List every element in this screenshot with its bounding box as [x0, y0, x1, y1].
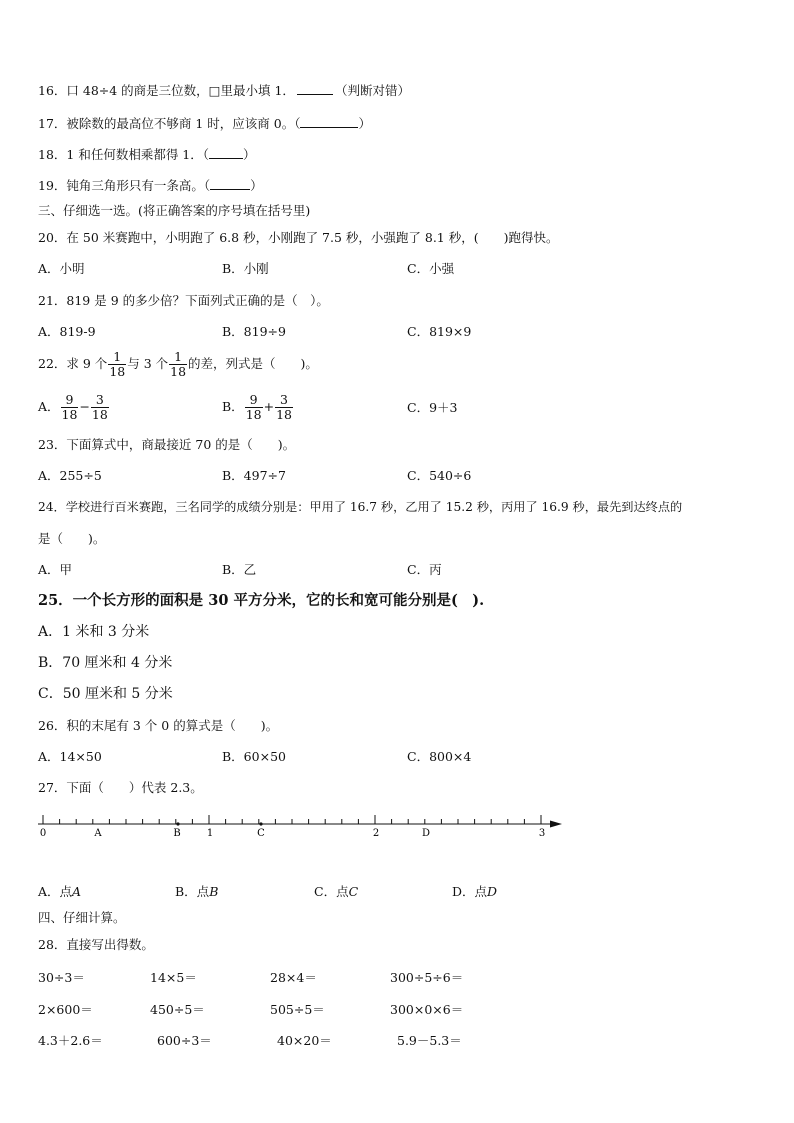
- q22-mid: 与 3 个: [127, 356, 169, 371]
- q27-option-c[interactable]: C．点C: [314, 884, 359, 899]
- q16-answer-blank[interactable]: [297, 82, 333, 95]
- calc-r1-c4: 300÷5÷6＝: [390, 970, 464, 985]
- q22-option-c[interactable]: C．9＋3: [407, 400, 458, 415]
- q22-optA-frac1: $\frac{9}{18}$: [61, 392, 78, 422]
- question-17: [38, 115, 371, 132]
- q20-option-a[interactable]: A．小明: [38, 261, 85, 276]
- q17-text: 17．被除数的最高位不够商 1 时，应该商 0。（: [38, 116, 301, 131]
- calc-r3-c3: 40×20＝: [277, 1033, 332, 1048]
- question-22: [38, 346, 318, 382]
- q23-option-b[interactable]: B．497÷7: [222, 468, 286, 483]
- calc-r3-c2: 600÷3＝: [157, 1033, 212, 1048]
- q27-option-d[interactable]: D．点D: [452, 884, 498, 899]
- q22-optB-frac1: $\frac{9}{18}$: [245, 392, 262, 422]
- q25-option-a[interactable]: A．1 米和 3 分米: [38, 624, 150, 640]
- q22-fraction-2: $\frac{1}{18}$: [170, 349, 187, 379]
- q22-suffix: 的差，列式是（ )。: [188, 356, 318, 371]
- q24-option-b[interactable]: B．乙: [222, 562, 257, 577]
- q25-option-c[interactable]: C．50 厘米和 5 分米: [38, 686, 173, 702]
- q18-suffix: ）: [243, 147, 256, 162]
- q17-answer-blank[interactable]: [300, 115, 358, 128]
- label-3: 3: [538, 828, 546, 839]
- question-28: 28．直接写出得数。: [38, 937, 154, 952]
- calc-r1-c1: 30÷3＝: [38, 970, 85, 985]
- calc-r3-c4: 5.9－5.3＝: [397, 1033, 462, 1048]
- label-2: 2: [372, 828, 380, 839]
- question-20: 20．在 50 米赛跑中，小明跑了 6.8 秒，小刚跑了 7.5 秒，小强跑了 8.1 秒，( )跑得快。: [38, 230, 559, 245]
- label-b: B: [173, 828, 181, 839]
- label-a: A: [94, 828, 102, 839]
- question-16: [38, 82, 410, 99]
- q24-option-a[interactable]: A．甲: [38, 562, 73, 577]
- calc-r1-c3: 28×4＝: [270, 970, 317, 985]
- q22-option-b[interactable]: B． $\frac{9}{18}$ + $\frac{3}{18}$: [222, 392, 292, 422]
- q20-option-b[interactable]: B．小刚: [222, 261, 269, 276]
- q16-text: 16．口 48÷4 的商是三位数，□里最小填 1．: [38, 83, 295, 98]
- section-4-heading: 四、仔细计算。: [38, 910, 126, 925]
- question-24-line1: 24．学校进行百米赛跑，三名同学的成绩分别是：甲用了 16.7 秒，乙用了 15.2 秒，丙用了 16.9 秒，最先到达终点的: [38, 500, 683, 514]
- q26-option-b[interactable]: B．60×50: [222, 749, 286, 764]
- calc-r2-c3: 505÷5＝: [270, 1002, 325, 1017]
- q27-option-a[interactable]: A．点A: [38, 884, 82, 899]
- calc-r2-c1: 2×600＝: [38, 1002, 93, 1017]
- q20-option-c[interactable]: C．小强: [407, 261, 455, 276]
- question-26: 26．积的末尾有 3 个 0 的算式是（ )。: [38, 718, 279, 733]
- question-19: [38, 177, 263, 194]
- question-24-line2: 是（ )。: [38, 531, 106, 546]
- q27-option-b[interactable]: B．点B: [175, 884, 219, 899]
- question-18: [38, 146, 256, 163]
- number-line: [30, 805, 570, 845]
- q23-option-a[interactable]: A．255÷5: [38, 468, 102, 483]
- q21-option-a[interactable]: A．819-9: [38, 324, 96, 339]
- question-21: 21．819 是 9 的多少倍？下面列式正确的是（ ）。: [38, 293, 329, 308]
- q25-option-b[interactable]: B．70 厘米和 4 分米: [38, 655, 173, 671]
- q24-option-c[interactable]: C．丙: [407, 562, 442, 577]
- q17-suffix: ）: [358, 116, 371, 131]
- q22-optA-frac2: $\frac{3}{18}$: [91, 392, 108, 422]
- number-line-ticks: [43, 815, 541, 824]
- q21-option-b[interactable]: B．819÷9: [222, 324, 286, 339]
- q19-suffix: ）: [250, 178, 263, 193]
- question-23: 23．下面算式中，商最接近 70 的是（ )。: [38, 437, 296, 452]
- q22-prefix: 22．求 9 个: [38, 356, 108, 371]
- q26-option-a[interactable]: A．14×50: [38, 749, 102, 764]
- q16-suffix: （判断对错）: [334, 83, 410, 98]
- calc-r3-c1: 4.3＋2.6＝: [38, 1033, 103, 1048]
- q18-text: 18．1 和任何数相乘都得 1．（: [38, 147, 210, 162]
- q18-answer-blank[interactable]: [209, 146, 243, 159]
- q22-optB-frac2: $\frac{3}{18}$: [276, 392, 292, 422]
- calc-r2-c4: 300×0×6＝: [390, 1002, 464, 1017]
- q19-text: 19．钝角三角形只有一条高。（: [38, 178, 211, 193]
- label-1: 1: [206, 828, 214, 839]
- point-b-marker: [176, 822, 179, 825]
- question-25: 25．一个长方形的面积是 30 平方分米，它的长和宽可能分别是( ).: [38, 592, 485, 609]
- question-27: 27．下面（ ）代表 2.3。: [38, 780, 203, 795]
- q22-option-a[interactable]: A． $\frac{9}{18}$ − $\frac{3}{18}$: [38, 392, 108, 422]
- point-c-marker: [259, 822, 262, 825]
- label-d: D: [421, 828, 431, 839]
- q19-answer-blank[interactable]: [210, 177, 250, 190]
- section-3-heading: 三、仔细选一选。(将正确答案的序号填在括号里): [38, 203, 311, 218]
- q22-fraction-1: $\frac{1}{18}$: [109, 349, 126, 379]
- label-0: 0: [39, 828, 47, 839]
- calc-r1-c2: 14×5＝: [150, 970, 197, 985]
- q23-option-c[interactable]: C．540÷6: [407, 468, 472, 483]
- q21-option-c[interactable]: C．819×9: [407, 324, 472, 339]
- q26-option-c[interactable]: C．800×4: [407, 749, 472, 764]
- label-c: C: [257, 828, 265, 839]
- calc-r2-c2: 450÷5＝: [150, 1002, 205, 1017]
- number-line-arrow: [550, 821, 562, 828]
